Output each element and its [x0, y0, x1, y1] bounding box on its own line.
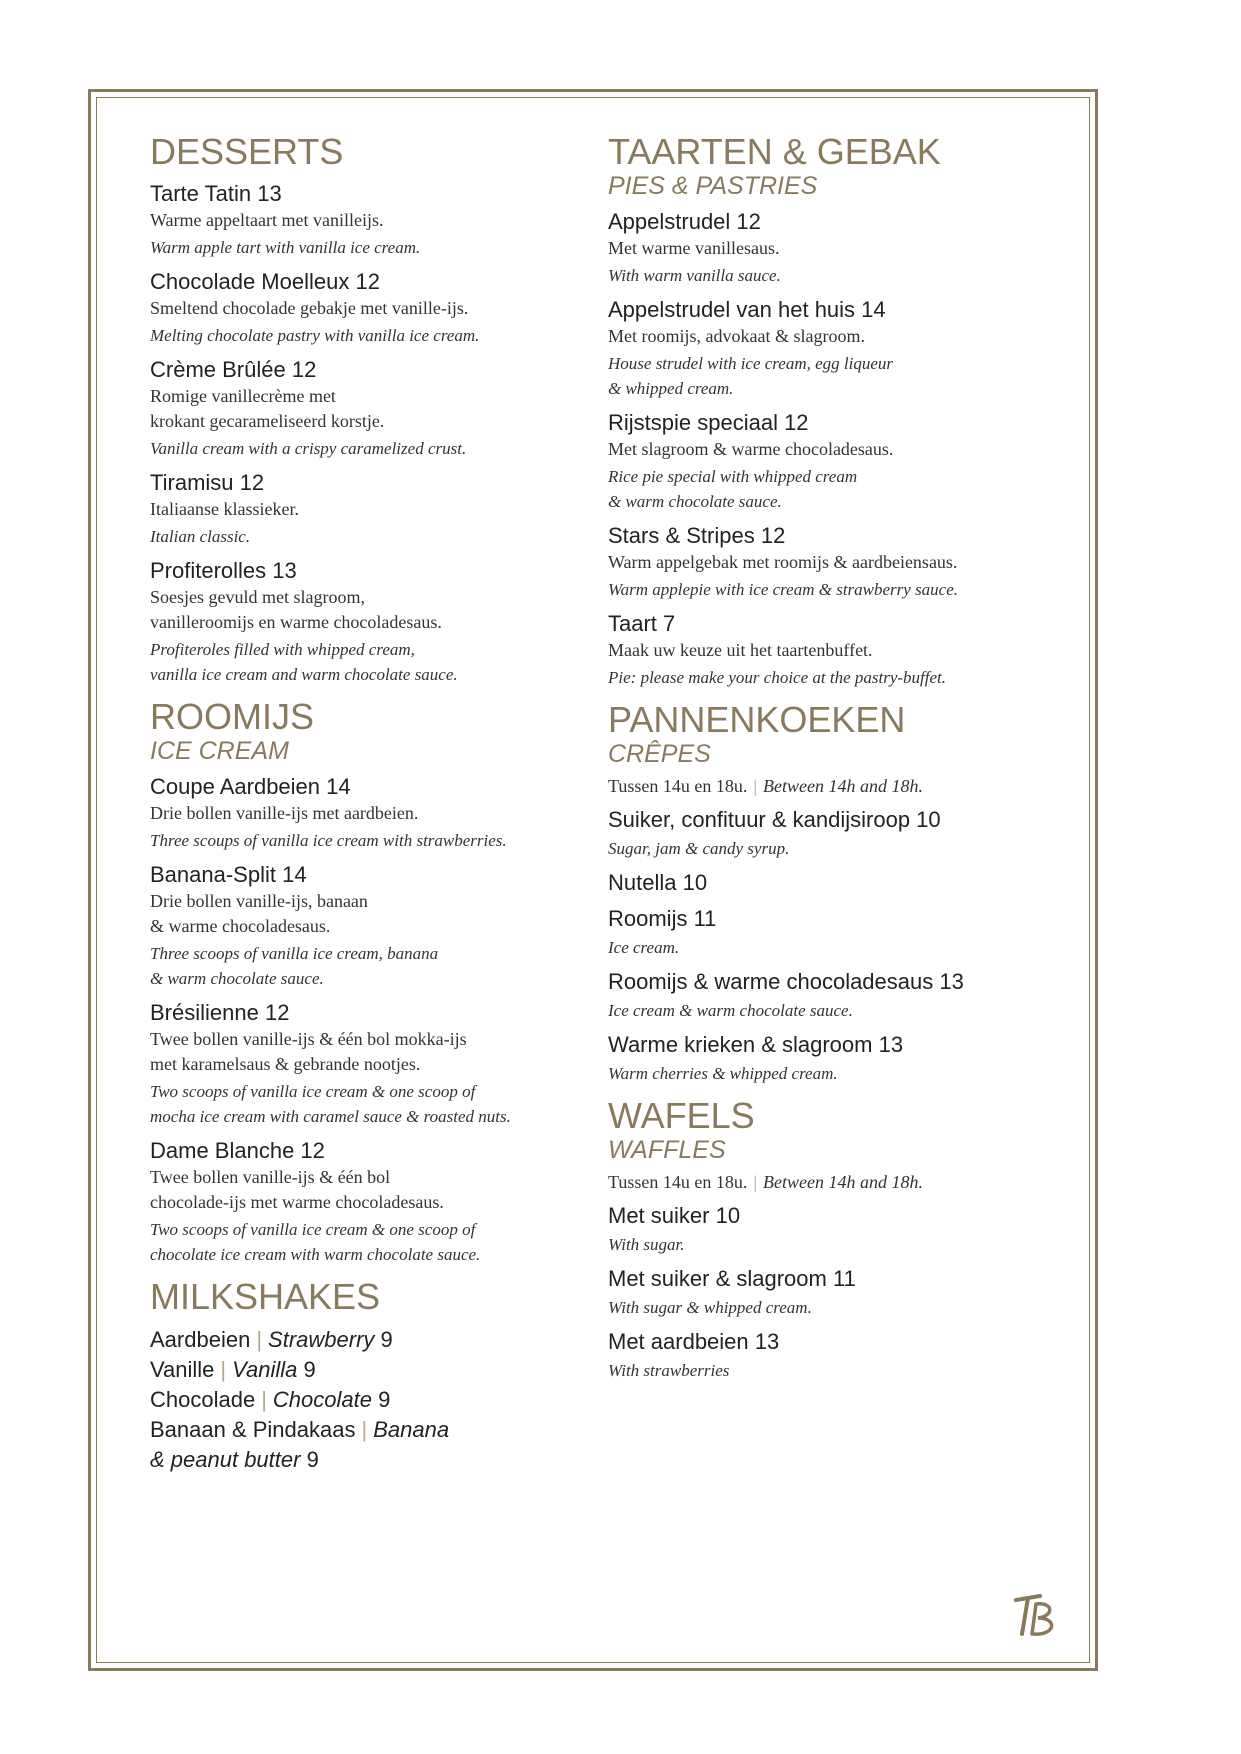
milkshake-price: 9	[306, 1447, 319, 1472]
item-description-dutch: Soesjes gevuld met slagroom, vanilleroomijs en warme chocoladesaus.	[150, 587, 442, 632]
item-description-english: Pie: please make your choice at the pastry-buffet.	[608, 668, 946, 687]
item-description-dutch: Smeltend chocolade gebakje met vanille-ijs.	[150, 298, 469, 318]
item-description-english: Warm applepie with ice cream & strawberry sauce.	[608, 580, 959, 599]
item-name-price: Dame Blanche 12	[150, 1138, 325, 1163]
item-description-english: Rice pie special with whipped cream & warm chocolate sauce.	[608, 467, 858, 511]
menu-item	[150, 557, 550, 687]
menu-item	[150, 469, 550, 549]
section-title: PANNENKOEKEN	[608, 699, 906, 740]
menu-section	[608, 1096, 1068, 1383]
item-description-dutch: Drie bollen vanille-ijs, banaan & warme chocoladesaus.	[150, 891, 368, 936]
section-hours-note	[608, 1170, 1068, 1194]
menu-item	[608, 905, 1068, 960]
menu-item	[608, 409, 1068, 514]
menu-item	[608, 869, 1068, 897]
section-subtitle: PIES & PASTRIES	[608, 172, 818, 200]
item-name-price: Crème Brûlée 12	[150, 357, 317, 382]
item-description-english: Profiteroles filled with whipped cream, vanilla ice cream and warm chocolate sauce.	[150, 640, 458, 684]
item-description-dutch: Drie bollen vanille-ijs met aardbeien.	[150, 803, 419, 823]
section-subtitle: CRÊPES	[608, 740, 711, 768]
milkshake-english: Strawberry	[268, 1327, 375, 1352]
item-description-dutch: Warm appelgebak met roomijs & aardbeiensaus.	[608, 552, 958, 572]
section-title: TAARTEN & GEBAK	[608, 131, 941, 172]
milkshake-item	[150, 1325, 550, 1355]
menu-item	[608, 1328, 1068, 1383]
milkshake-dutch: Vanille	[150, 1357, 215, 1382]
item-description-english: House strudel with ice cream, egg liqueur & whipped cream.	[608, 354, 894, 398]
item-name-price: Met aardbeien 13	[608, 1329, 780, 1354]
menu-item	[150, 999, 550, 1129]
section-title: DESSERTS	[150, 131, 344, 172]
section-title: MILKSHAKES	[150, 1276, 381, 1317]
menu-section	[608, 700, 1068, 1086]
item-name-price: Appelstrudel van het huis 14	[608, 297, 886, 322]
item-description-dutch: Twee bollen vanille-ijs & één bol mokka-ijs met karamelsaus & gebrande nootjes.	[150, 1029, 467, 1074]
item-description-english: Two scoops of vanilla ice cream & one scoop of mocha ice cream with caramel sauce & roasted nuts.	[150, 1082, 511, 1126]
item-name-price: Taart 7	[608, 611, 676, 636]
item-name-price: Banana-Split 14	[150, 862, 307, 887]
item-name-price: Brésilienne 12	[150, 1000, 290, 1025]
menu-item	[608, 1202, 1068, 1257]
item-name-price: Appelstrudel 12	[608, 209, 761, 234]
item-description-english: Warm apple tart with vanilla ice cream.	[150, 238, 421, 257]
item-name-price: Stars & Stripes 12	[608, 523, 786, 548]
item-description-english: Vanilla cream with a crispy caramelized crust.	[150, 439, 467, 458]
menu-item	[608, 806, 1068, 861]
item-name-price: Met suiker 10	[608, 1203, 741, 1228]
item-name-price: Met suiker & slagroom 11	[608, 1266, 856, 1291]
milkshake-english: Banana & peanut butter	[150, 1417, 450, 1472]
hours-english: Between 14h and 18h.	[762, 776, 923, 796]
item-name-price: Roomijs 11	[608, 906, 717, 931]
item-description-dutch: Twee bollen vanille-ijs & één bol chocolade-ijs met warme chocoladesaus.	[150, 1167, 444, 1212]
item-description-english: Three scoops of vanilla ice cream, banana & warm chocolate sauce.	[150, 944, 439, 988]
menu-item	[150, 180, 550, 260]
menu-item	[608, 1265, 1068, 1320]
milkshake-dutch: Aardbeien	[150, 1327, 251, 1352]
menu-item	[150, 1137, 550, 1267]
tb-logo-icon	[1010, 1590, 1062, 1642]
milkshake-english: Chocolate	[272, 1387, 372, 1412]
item-description-english: With strawberries	[608, 1361, 730, 1380]
item-description-english: Melting chocolate pastry with vanilla ice cream.	[150, 326, 480, 345]
milkshake-dutch: Banaan & Pindakaas	[150, 1417, 356, 1442]
item-description-english: With sugar & whipped cream.	[608, 1298, 812, 1317]
divider: |	[220, 1357, 227, 1382]
left-column	[150, 132, 550, 1485]
hours-dutch: Tussen 14u en 18u.	[608, 776, 748, 796]
item-name-price: Tiramisu 12	[150, 470, 265, 495]
menu-item	[608, 610, 1068, 690]
milkshake-item	[150, 1415, 550, 1475]
menu-item	[150, 356, 550, 461]
menu-item	[608, 1031, 1068, 1086]
item-description-english: Ice cream & warm chocolate sauce.	[608, 1001, 853, 1020]
item-name-price: Coupe Aardbeien 14	[150, 774, 351, 799]
divider: |	[256, 1327, 263, 1352]
item-description-dutch: Met slagroom & warme chocoladesaus.	[608, 439, 894, 459]
milkshake-price: 9	[378, 1387, 391, 1412]
item-description-english: Two scoops of vanilla ice cream & one scoop of chocolate ice cream with warm chocolate sauce.	[150, 1220, 481, 1264]
section-title: ROOMIJS	[150, 696, 315, 737]
item-description-dutch: Romige vanillecrème met krokant gecarameliseerd korstje.	[150, 386, 385, 431]
item-name-price: Profiterolles 13	[150, 558, 297, 583]
item-name-price: Nutella 10	[608, 870, 708, 895]
milkshake-dutch: Chocolade	[150, 1387, 256, 1412]
item-description-english: Three scoups of vanilla ice cream with strawberries.	[150, 831, 507, 850]
menu-item	[608, 208, 1068, 288]
item-description-english: Ice cream.	[608, 938, 680, 957]
item-name-price: Rijstspie speciaal 12	[608, 410, 809, 435]
menu-item	[150, 861, 550, 991]
right-column	[608, 132, 1068, 1393]
hours-english: Between 14h and 18h.	[762, 1172, 923, 1192]
divider: |	[361, 1417, 368, 1442]
section-subtitle: ICE CREAM	[150, 737, 289, 765]
menu-section	[150, 697, 550, 1267]
item-description-english: Italian classic.	[150, 527, 251, 546]
item-description-dutch: Met warme vanillesaus.	[608, 238, 780, 258]
item-description-english: Sugar, jam & candy syrup.	[608, 839, 790, 858]
menu-section	[608, 132, 1068, 690]
item-name-price: Suiker, confituur & kandijsiroop 10	[608, 807, 941, 832]
menu-item	[150, 268, 550, 348]
section-subtitle: WAFFLES	[608, 1136, 726, 1164]
hours-dutch: Tussen 14u en 18u.	[608, 1172, 748, 1192]
milkshake-price: 9	[303, 1357, 316, 1382]
menu-item	[608, 522, 1068, 602]
section-title: WAFELS	[608, 1095, 755, 1136]
milkshake-list	[150, 1325, 550, 1475]
item-name-price: Tarte Tatin 13	[150, 181, 282, 206]
menu-item	[608, 296, 1068, 401]
item-name-price: Chocolade Moelleux 12	[150, 269, 380, 294]
item-description-english: With warm vanilla sauce.	[608, 266, 781, 285]
milkshake-item	[150, 1385, 550, 1415]
milkshake-price: 9	[380, 1327, 393, 1352]
milkshakes-section	[150, 1277, 550, 1475]
divider: |	[753, 1172, 757, 1192]
item-description-dutch: Met roomijs, advokaat & slagroom.	[608, 326, 865, 346]
milkshake-item	[150, 1355, 550, 1385]
divider: |	[753, 776, 757, 796]
item-description-dutch: Maak uw keuze uit het taartenbuffet.	[608, 640, 873, 660]
item-name-price: Warme krieken & slagroom 13	[608, 1032, 904, 1057]
menu-item	[150, 773, 550, 853]
item-name-price: Roomijs & warme chocoladesaus 13	[608, 969, 964, 994]
milkshake-english: Vanilla	[232, 1357, 298, 1382]
menu-item	[608, 968, 1068, 1023]
item-description-english: With sugar.	[608, 1235, 685, 1254]
menu-section	[150, 132, 550, 687]
item-description-dutch: Warme appeltaart met vanilleijs.	[150, 210, 384, 230]
item-description-dutch: Italiaanse klassieker.	[150, 499, 299, 519]
section-hours-note	[608, 774, 1068, 798]
divider: |	[261, 1387, 267, 1412]
item-description-english: Warm cherries & whipped cream.	[608, 1064, 838, 1083]
